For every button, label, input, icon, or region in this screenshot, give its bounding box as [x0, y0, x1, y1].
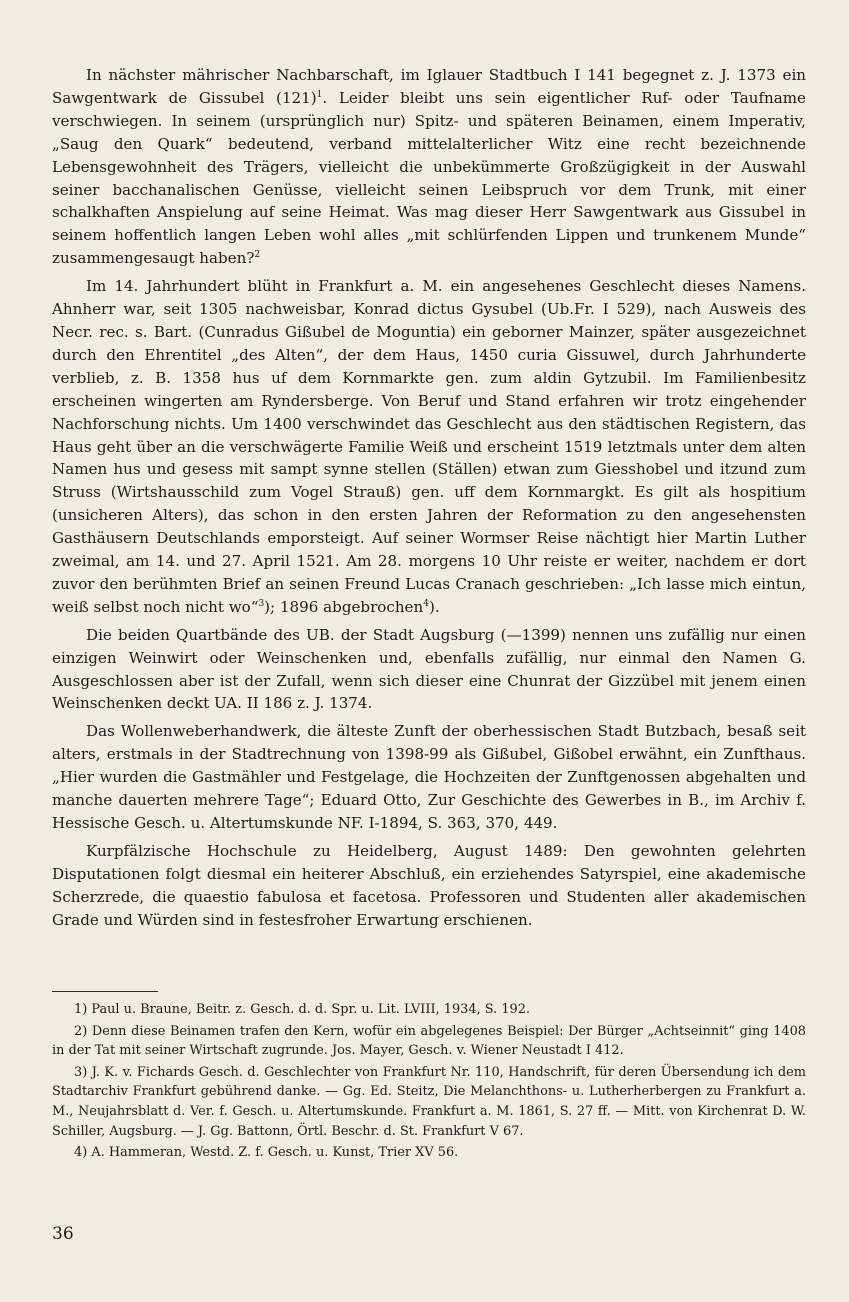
- paragraph-augsburg: [52, 624, 806, 716]
- paragraph-text: Kurpfälzische Hochschule zu Heidelberg, August 1489: Den gewohnten gelehrten Disputationen folgt diesmal ein heiterer Abschluß, ein erziehendes Satyrspiel, eine akademische Scherzrede, die quaestio fabulosa et facetosa. Professoren und Studenten aller akademischen Grade und Würden sind in festesfroher Erwartung erschienen.: [52, 841, 806, 929]
- paragraph-text: In nächster mährischer Nachbarschaft, im Iglauer Stadtbuch I 141 begegnet z. J. 1373 ein Sawgentwark de Gissubel (121): [52, 66, 806, 107]
- footnote-ref: 1: [316, 89, 323, 100]
- footnote-ref: 2: [254, 250, 261, 261]
- footnote-ref: 3: [258, 598, 265, 609]
- footnote-mark: 3): [74, 1064, 88, 1080]
- footnote-ref: 4: [423, 598, 429, 609]
- paragraph-butzbach: [52, 720, 806, 835]
- footnote-mark: 2): [74, 1023, 88, 1039]
- paragraph-iglau: [52, 64, 806, 270]
- footnote-text: J. K. v. Fichards Gesch. d. Geschlechter von Frankfurt Nr. 110, Handschrift, für deren Übersendung ich dem Stadtarchiv Frankfurt gebührend danke. — Gg. Ed. Steitz, Die Melanchthons- u. Lutherherbergen zu Frankfurt a. M., Neujahrsblatt d. Ver. f. Gesch. u. Altertumskunde. Frankfurt a. M. 1861, S. 27 ff. — Mitt. von Kirchenrat D. W. Schiller, Augsburg. — J. Gg. Battonn, Örtl. Beschr. d. St. Frankfurt V 67.: [52, 1064, 806, 1139]
- footnote-text: A. Hammeran, Westd. Z. f. Gesch. u. Kunst, Trier XV 56.: [91, 1145, 459, 1161]
- footnotes: [52, 1000, 806, 1165]
- footnote-mark: 1): [74, 1002, 88, 1017]
- footnote-2: [52, 1022, 806, 1061]
- footnote-mark: 4): [74, 1145, 88, 1161]
- footnote-text: Denn diese Beinamen trafen den Kern, wofür ein abgelegenes Beispiel: Der Bürger „Achtseinnit“ ging 1408 in der Tat mit seiner Wirtschaft zugrunde. Jos. Mayer, Gesch. v. Wiener Neustadt I 412.: [52, 1023, 806, 1059]
- page-number: 36: [52, 1224, 74, 1244]
- paragraph-text: . Leider bleibt uns sein eigentlicher Ruf- oder Taufname verschwiegen. In seinem (ursprünglich nur) Spitz- und späteren Beinamen, einem Imperativ, „Saug den Quark“ bedeutend, verband mittelalterlicher Witz eine recht bezeichnende Lebensgewohnheit des Trägers, vielleicht die unbekümmerte Großzügigkeit in der Auswahl seiner bacchanalischen Genüsse, vielleicht seinen Leibspruch vor dem Trunk, mit einer schalkhaften Anspielung auf seine Heimat. Was mag dieser Herr Sawgentwark aus Gissubel in seinem hoffentlich langen Leben wohl alles „mit schlürfenden Lippen und trunkenem Munde“ zusammengesaugt haben?: [52, 88, 806, 268]
- footnote-text: Paul u. Braune, Beitr. z. Gesch. d. d. Spr. u. Lit. LVIII, 1934, S. 192.: [91, 1002, 531, 1017]
- footnote-4: [52, 1143, 806, 1163]
- paragraph-text: Im 14. Jahrhundert blüht in Frankfurt a. M. ein angesehenes Geschlecht dieses Namens. Ahnherr war, seit 1305 nachweisbar, Konrad dictus Gysubel (Ub.Fr. I 529), nach Ausweis des Necr. rec. s. Bart. (Cunradus Gißubel de Moguntia) ein geborner Mainzer, später ausgezeichnet durch den Ehrentitel „des Alten“, der dem Haus, 1450 curia Gissuwel, durch Jahrhunderte verblieb, z. B. 1358 hus uf dem Kornmarkte gen. zum aldin Gytzubil. Im Familienbesitz erscheinen wingerten am Ryndersberge. Von Beruf und Stand erfahren wir trotz eingehender Nachforschung nichts. Um 1400 verschwindet das Geschlecht aus den städtischen Registern, das Haus geht über an die verschwägerte Familie Weiß und erscheint 1519 letztmals unter dem alten Namen hus und gesess mit sampt synne stellen (Ställen) etwan zum Giesshobel und itzund zum Struss (Wirtshausschild zum Vogel Strauß) gen. uff dem Kornmargkt. Es gilt als hospitium (unsicheren Alters), das schon in den ersten Jahren der Reformation zu den angesehensten Gasthäusern Deutschlands emporsteigt. Auf seiner Wormser Reise nächtigt hier Martin Luther zweimal, am 14. und 27. April 1521. Am 28. morgens 10 Uhr reiste er weiter, nachdem er dort zuvor den berühmten Brief an seinen Freund Lucas Cranach geschrieben: „Ich lasse mich eintun, weiß selbst noch nicht wo“: [52, 277, 806, 616]
- footnote-3: [52, 1063, 806, 1141]
- paragraph-text: Die beiden Quartbände des UB. der Stadt Augsburg (—1399) nennen uns zufällig nur einen einzigen Weinwirt oder Weinschenken und, ebenfalls zufällig, nur einmal den Namen G. Ausgeschlossen aber ist der Zufall, wenn sich dieser eine Chunrat der Gizzübel mit jenem einen Weinschenken deckt UA. II 186 z. J. 1374.: [52, 625, 806, 713]
- footnote-divider: [52, 991, 158, 992]
- paragraph-text: ); 1896 abgebrochen: [264, 597, 424, 616]
- paragraph-heidelberg: [52, 840, 806, 932]
- footnote-1: [52, 1000, 806, 1020]
- body-text: [52, 64, 806, 937]
- paragraph-text: Das Wollenweberhandwerk, die älteste Zunft der oberhessischen Stadt Butzbach, besaß seit alters, erstmals in der Stadtrechnung von 1398-99 als Gißubel, Gißobel erwähnt, ein Zunfthaus. „Hier wurden die Gastmähler und Festgelage, die Hochzeiten der Zunftgenossen abgehalten und manche dauerten mehrere Tage“; Eduard Otto, Zur Geschichte des Gewerbes in B., im Archiv f. Hessische Gesch. u. Altertumskunde NF. I-1894, S. 363, 370, 449.: [52, 722, 806, 832]
- paragraph-text: ).: [428, 597, 440, 616]
- paragraph-frankfurt: [52, 275, 806, 619]
